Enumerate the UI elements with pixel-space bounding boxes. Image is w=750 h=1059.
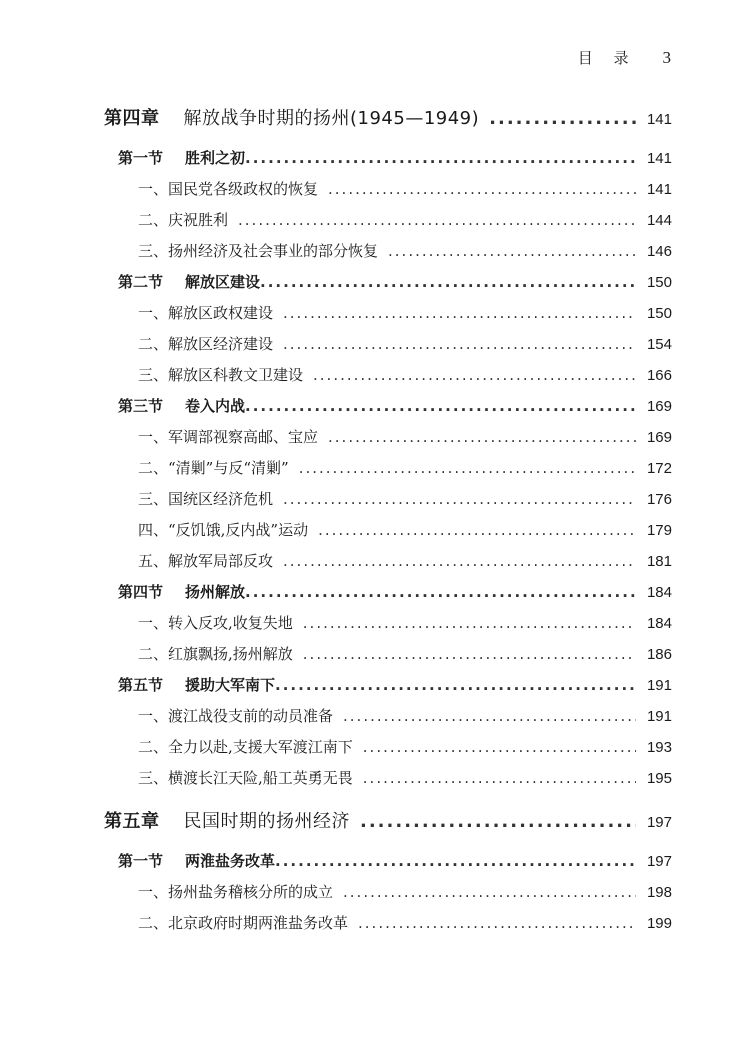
item-page-number: 179 (646, 522, 672, 539)
section-number: 第三节 (118, 397, 164, 415)
item-page-number: 141 (646, 181, 672, 198)
toc-item-entry[interactable] (104, 877, 672, 908)
section-label (118, 391, 245, 422)
leader-dots (283, 298, 636, 329)
toc-item-entry[interactable] (104, 908, 672, 939)
leader-dots (299, 453, 636, 484)
section-title: 两淮盐务改革 (185, 852, 276, 870)
item-title: 二、“清剿”与反“清剿” (138, 459, 289, 477)
section-number: 第二节 (118, 273, 164, 291)
section-label (118, 670, 275, 701)
item-title: 五、解放军局部反攻 (138, 552, 274, 570)
section-number: 第五节 (118, 676, 164, 694)
item-page-number: 186 (646, 646, 672, 663)
toc-item-entry[interactable] (104, 453, 672, 484)
leader-dots (303, 608, 636, 639)
chapter-spacer (104, 838, 672, 846)
item-page-number: 154 (646, 336, 672, 353)
toc-chapter-entry[interactable] (104, 103, 672, 135)
toc-item-entry[interactable] (104, 329, 672, 360)
item-title: 二、北京政府时期两淮盐务改革 (138, 914, 349, 932)
leader-dots (245, 391, 636, 422)
section-page-number: 184 (646, 584, 672, 601)
section-title: 解放区建设 (185, 273, 261, 291)
running-title: 目 录 (577, 49, 637, 67)
item-page-number: 199 (646, 915, 672, 932)
leader-dots (313, 360, 636, 391)
page-number: 3 (662, 48, 672, 67)
item-title: 三、横渡长江天险,船工英勇无畏 (138, 769, 353, 787)
item-title: 一、渡江战役支前的动员准备 (138, 707, 334, 725)
toc-item-entry[interactable] (104, 546, 672, 577)
leader-dots (283, 484, 636, 515)
chapter-number: 第四章 (104, 108, 160, 129)
chapter-spacer (104, 135, 672, 143)
leader-dots (318, 515, 636, 546)
toc-item-entry[interactable] (104, 608, 672, 639)
toc-section-entry[interactable] (104, 577, 672, 608)
item-page-number: 198 (646, 884, 672, 901)
item-page-number: 144 (646, 212, 672, 229)
item-page-number: 181 (646, 553, 672, 570)
toc-item-entry[interactable] (104, 639, 672, 670)
chapter-number: 第五章 (104, 811, 160, 832)
toc-item-entry[interactable] (104, 484, 672, 515)
leader-dots (283, 546, 636, 577)
leader-dots (303, 639, 636, 670)
leader-dots (275, 846, 636, 877)
toc-item-entry[interactable] (104, 763, 672, 794)
item-page-number: 191 (646, 708, 672, 725)
section-page-number: 141 (646, 150, 672, 167)
item-title: 一、军调部视察高邮、宝应 (138, 428, 319, 446)
section-number: 第一节 (118, 149, 164, 167)
section-title: 胜利之初 (185, 149, 246, 167)
item-page-number: 166 (646, 367, 672, 384)
item-title: 二、解放区经济建设 (138, 335, 274, 353)
item-page-number: 176 (646, 491, 672, 508)
leader-dots (275, 670, 636, 701)
chapter-spacer (104, 794, 672, 806)
item-title: 二、庆祝胜利 (138, 211, 229, 229)
toc-item-entry[interactable] (104, 174, 672, 205)
item-page-number: 146 (646, 243, 672, 260)
leader-dots (343, 877, 636, 908)
item-page-number: 193 (646, 739, 672, 756)
item-page-number: 150 (646, 305, 672, 322)
toc-item-entry[interactable] (104, 701, 672, 732)
table-of-contents (104, 103, 672, 939)
toc-item-entry[interactable] (104, 298, 672, 329)
toc-item-entry[interactable] (104, 360, 672, 391)
section-title: 扬州解放 (185, 583, 246, 601)
leader-dots (328, 422, 636, 453)
section-page-number: 169 (646, 398, 672, 415)
toc-item-entry[interactable] (104, 732, 672, 763)
toc-item-entry[interactable] (104, 515, 672, 546)
leader-dots (388, 236, 636, 267)
toc-section-entry[interactable] (104, 143, 672, 174)
item-title: 二、红旗飘扬,扬州解放 (138, 645, 293, 663)
leader-dots (238, 205, 636, 236)
toc-section-entry[interactable] (104, 846, 672, 877)
toc-item-entry[interactable] (104, 422, 672, 453)
toc-item-entry[interactable] (104, 205, 672, 236)
toc-section-entry[interactable] (104, 267, 672, 298)
item-title: 三、国统区经济危机 (138, 490, 274, 508)
item-page-number: 169 (646, 429, 672, 446)
toc-chapter-entry[interactable] (104, 806, 672, 838)
section-title: 援助大军南下 (185, 676, 276, 694)
item-title: 二、全力以赴,支援大军渡江南下 (138, 738, 353, 756)
item-title: 三、解放区科教文卫建设 (138, 366, 304, 384)
section-page-number: 197 (646, 853, 672, 870)
leader-dots (260, 267, 636, 298)
running-header (578, 47, 672, 68)
item-page-number: 184 (646, 615, 672, 632)
chapter-page-number: 141 (646, 111, 672, 128)
item-title: 三、扬州经济及社会事业的部分恢复 (138, 242, 379, 260)
section-number: 第四节 (118, 583, 164, 601)
section-label (118, 143, 245, 174)
section-page-number: 191 (646, 677, 672, 694)
leader-dots (283, 329, 636, 360)
leader-dots (328, 174, 636, 205)
chapter-page-number: 197 (646, 814, 672, 831)
section-label (118, 846, 275, 877)
toc-item-entry[interactable] (104, 236, 672, 267)
toc-section-entry[interactable] (104, 391, 672, 422)
section-page-number: 150 (646, 274, 672, 291)
section-title: 卷入内战 (185, 397, 246, 415)
leader-dots (358, 908, 636, 939)
leader-dots (245, 577, 636, 608)
item-title: 一、扬州盐务稽核分所的成立 (138, 883, 334, 901)
chapter-title: 解放战争时期的扬州(1945—1949) (183, 108, 480, 129)
section-label (118, 267, 260, 298)
item-page-number: 195 (646, 770, 672, 787)
leader-dots (489, 103, 636, 135)
item-title: 四、“反饥饿,反内战”运动 (138, 521, 309, 539)
chapter-title: 民国时期的扬州经济 (183, 811, 350, 832)
leader-dots (245, 143, 636, 174)
item-title: 一、转入反攻,收复失地 (138, 614, 293, 632)
item-title: 一、解放区政权建设 (138, 304, 274, 322)
leader-dots (363, 732, 636, 763)
section-number: 第一节 (118, 852, 164, 870)
item-title: 一、国民党各级政权的恢复 (138, 180, 319, 198)
chapter-label (104, 806, 350, 838)
leader-dots (360, 806, 636, 838)
section-label (118, 577, 245, 608)
item-page-number: 172 (646, 460, 672, 477)
chapter-label (104, 103, 479, 135)
leader-dots (363, 763, 636, 794)
toc-section-entry[interactable] (104, 670, 672, 701)
leader-dots (343, 701, 636, 732)
